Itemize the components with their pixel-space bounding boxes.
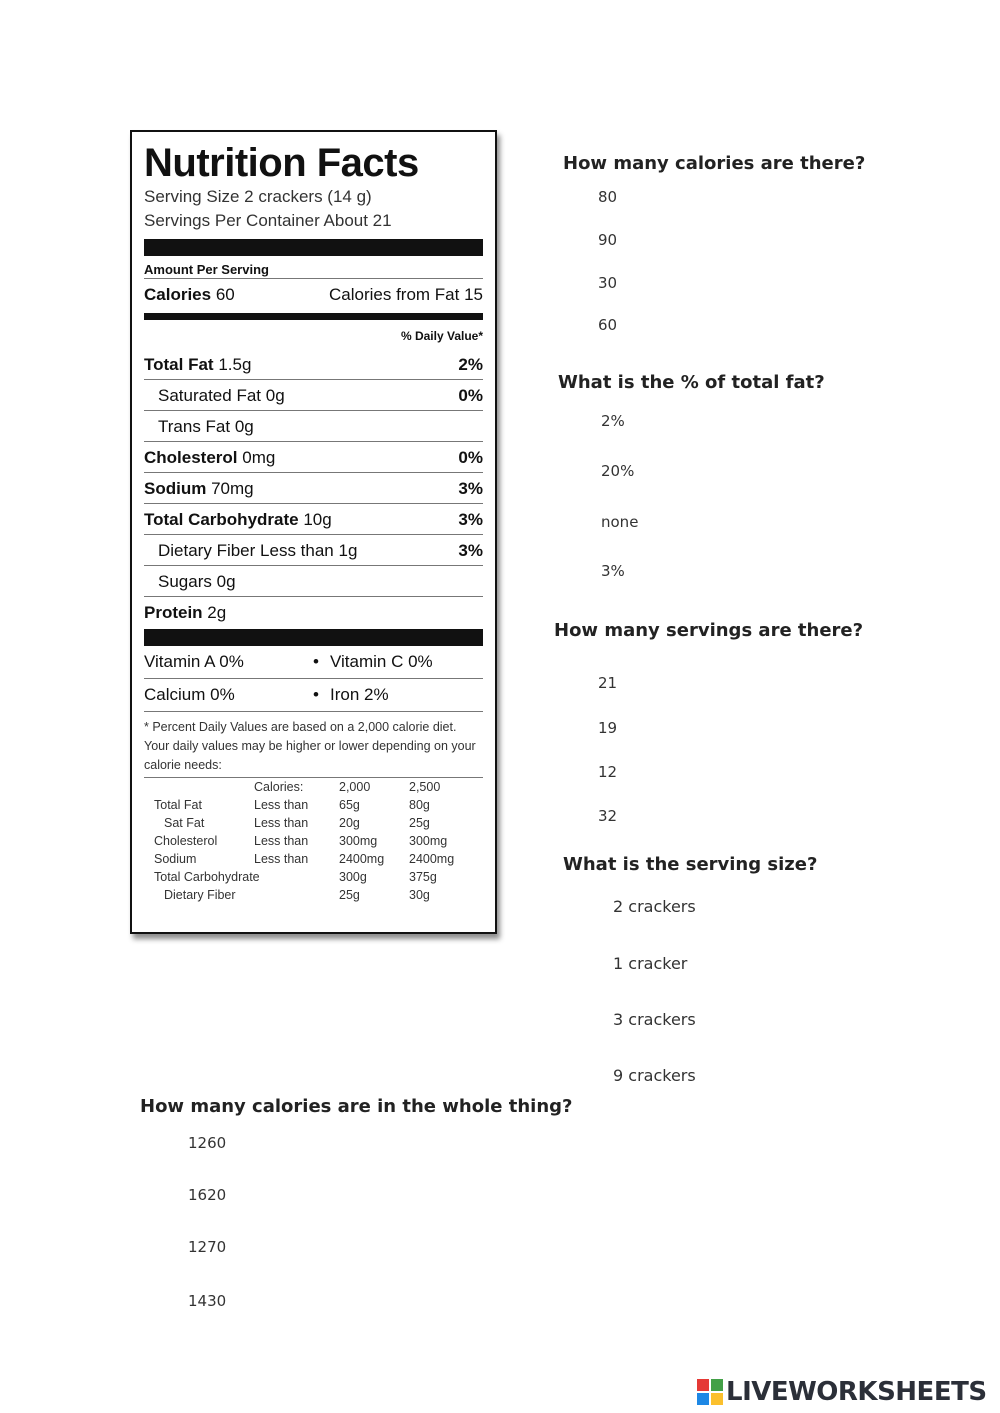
watermark-text: LIVEWORKSHEETS [726,1377,987,1407]
serving-size: Serving Size 2 crackers (14 g) [144,187,372,206]
nutrient-row-protein [144,596,483,627]
question-calories: How many calories are there? [563,153,866,174]
table-cell [144,778,254,797]
nutrient-row-trans-fat [144,410,483,441]
nutrition-facts-label [130,130,497,934]
table-cell: 300mg [339,834,378,848]
thick-divider [144,629,483,646]
table-cell: Cholesterol [154,834,218,848]
nutrient-amount: 0g [216,572,236,591]
answer-option[interactable]: 1260 [188,1134,227,1152]
table-header-row [144,778,483,797]
nutrient-row-sodium [144,472,483,503]
question-whole-calories: How many calories are in the whole thing? [140,1096,573,1117]
table-cell: Less than [254,798,309,812]
table-row [144,796,483,814]
vitamin-right: Iron 2% [330,685,389,704]
answer-option[interactable]: 1270 [188,1238,227,1256]
nutrient-amount: 10g [303,510,332,529]
question-servings: How many servings are there? [554,620,864,641]
nutrient-name: Cholesterol [144,448,238,467]
thick-divider [144,239,483,256]
answer-option[interactable]: 1 cracker [613,954,688,973]
nutrient-row-cholesterol [144,441,483,472]
nutrient-name: Saturated Fat [158,386,262,405]
calories-row [144,278,483,309]
question-total-fat: What is the % of total fat? [558,372,825,393]
logo-square-yellow [711,1393,723,1405]
calories-value: 60 [215,285,235,304]
answer-option[interactable]: 3 crackers [613,1010,696,1029]
answer-option[interactable]: none [601,513,639,531]
answer-option[interactable]: 80 [598,188,618,206]
table-row [144,886,483,904]
nutrient-amount: 0g [265,386,285,405]
answer-option[interactable]: 2 crackers [613,897,696,916]
table-cell: Sodium [154,852,197,866]
table-cell: Total Fat [154,798,202,812]
answer-option[interactable]: 1620 [188,1186,227,1204]
logo-square-blue [697,1393,709,1405]
nutrient-row-saturated-fat [144,379,483,410]
answer-option[interactable]: 60 [598,316,618,334]
table-cell: Less than [254,852,309,866]
table-cell: 300mg [409,834,448,848]
answer-option[interactable]: 32 [598,807,618,825]
table-cell: Less than [254,816,309,830]
calories-label: Calories [144,285,212,304]
table-cell: Total Carbohydrate [154,870,260,884]
nutrient-amount: 1.5g [218,355,252,374]
nutrient-percent: 3% [458,510,483,529]
table-cell: 2,000 [339,780,371,794]
vitamin-row [144,646,483,679]
table-cell: Sat Fat [164,816,205,830]
liveworksheets-logo-icon [697,1379,723,1405]
question-serving-size: What is the serving size? [563,854,818,875]
table-cell: 375g [409,870,437,884]
answer-option[interactable]: 20% [601,462,635,480]
nutrient-row-dietary-fiber [144,534,483,565]
table-cell: 25g [339,888,360,902]
table-cell: 30g [409,888,430,902]
nutrient-amount: 0mg [242,448,276,467]
answer-option[interactable]: 12 [598,763,618,781]
liveworksheets-watermark [697,1377,987,1407]
nutrient-name: Sugars [158,572,212,591]
nutrient-name: Sodium [144,479,207,498]
vitamin-left: Calcium 0% [144,685,235,704]
nutrient-amount: 70mg [211,479,254,498]
nutrient-percent: 0% [458,386,483,405]
nutrient-row-total-fat [144,348,483,379]
daily-value-footnote: * Percent Daily Values are based on a 2,000 calorie diet. Your daily values may be higher or lower depending on your calorie needs: [144,720,476,772]
answer-option[interactable]: 2% [601,412,625,430]
table-cell: 65g [339,798,360,812]
logo-square-red [697,1379,709,1391]
nutrient-row-total-carbohydrate [144,503,483,534]
bullet-icon: • [313,652,319,671]
servings-per-container: Servings Per Container About 21 [144,211,392,230]
table-cell: Calories: [254,780,304,794]
table-cell: Dietary Fiber [164,888,236,902]
nutrient-percent: 3% [458,479,483,498]
nutrient-amount: 0g [234,417,254,436]
nutrition-facts-title: Nutrition Facts [144,141,419,185]
daily-value-header: % Daily Value* [400,329,483,343]
medium-divider [144,313,483,320]
nutrient-row-sugars [144,565,483,596]
table-row [144,832,483,850]
answer-option[interactable]: 3% [601,562,625,580]
table-row [144,814,483,832]
table-cell: 20g [339,816,360,830]
answer-option[interactable]: 90 [598,231,618,249]
nutrient-name: Total Fat [144,355,214,374]
vitamin-left: Vitamin A 0% [144,652,244,671]
nutrient-name: Protein [144,603,203,622]
nutrient-name: Dietary Fiber [158,541,256,560]
daily-value-table [144,777,483,904]
bullet-icon: • [313,685,319,704]
answer-option[interactable]: 19 [598,719,618,737]
table-cell: 2400mg [409,852,455,866]
table-row [144,850,483,868]
amount-per-serving: Amount Per Serving [144,262,269,277]
table-cell: 25g [409,816,430,830]
answer-option[interactable]: 30 [598,274,618,292]
logo-square-green [711,1379,723,1391]
answer-option[interactable]: 21 [598,674,618,692]
nutrient-percent: 3% [458,541,483,560]
table-cell: 80g [409,798,430,812]
vitamin-row [144,679,483,712]
vitamin-right: Vitamin C 0% [330,652,433,671]
answer-option[interactable]: 1430 [188,1292,227,1310]
table-row [144,868,483,886]
nutrient-percent: 2% [458,355,483,374]
nutrient-percent: 0% [458,448,483,467]
answer-option[interactable]: 9 crackers [613,1066,696,1085]
table-cell: 2400mg [339,852,385,866]
table-cell: 300g [339,870,367,884]
nutrient-name: Trans Fat [158,417,231,436]
nutrient-name: Total Carbohydrate [144,510,299,529]
table-cell: 2,500 [409,780,441,794]
nutrient-amount: Less than 1g [260,541,358,560]
nutrient-amount: 2g [207,603,227,622]
calories-from-fat: Calories from Fat 15 [329,285,483,304]
table-cell: Less than [254,834,309,848]
